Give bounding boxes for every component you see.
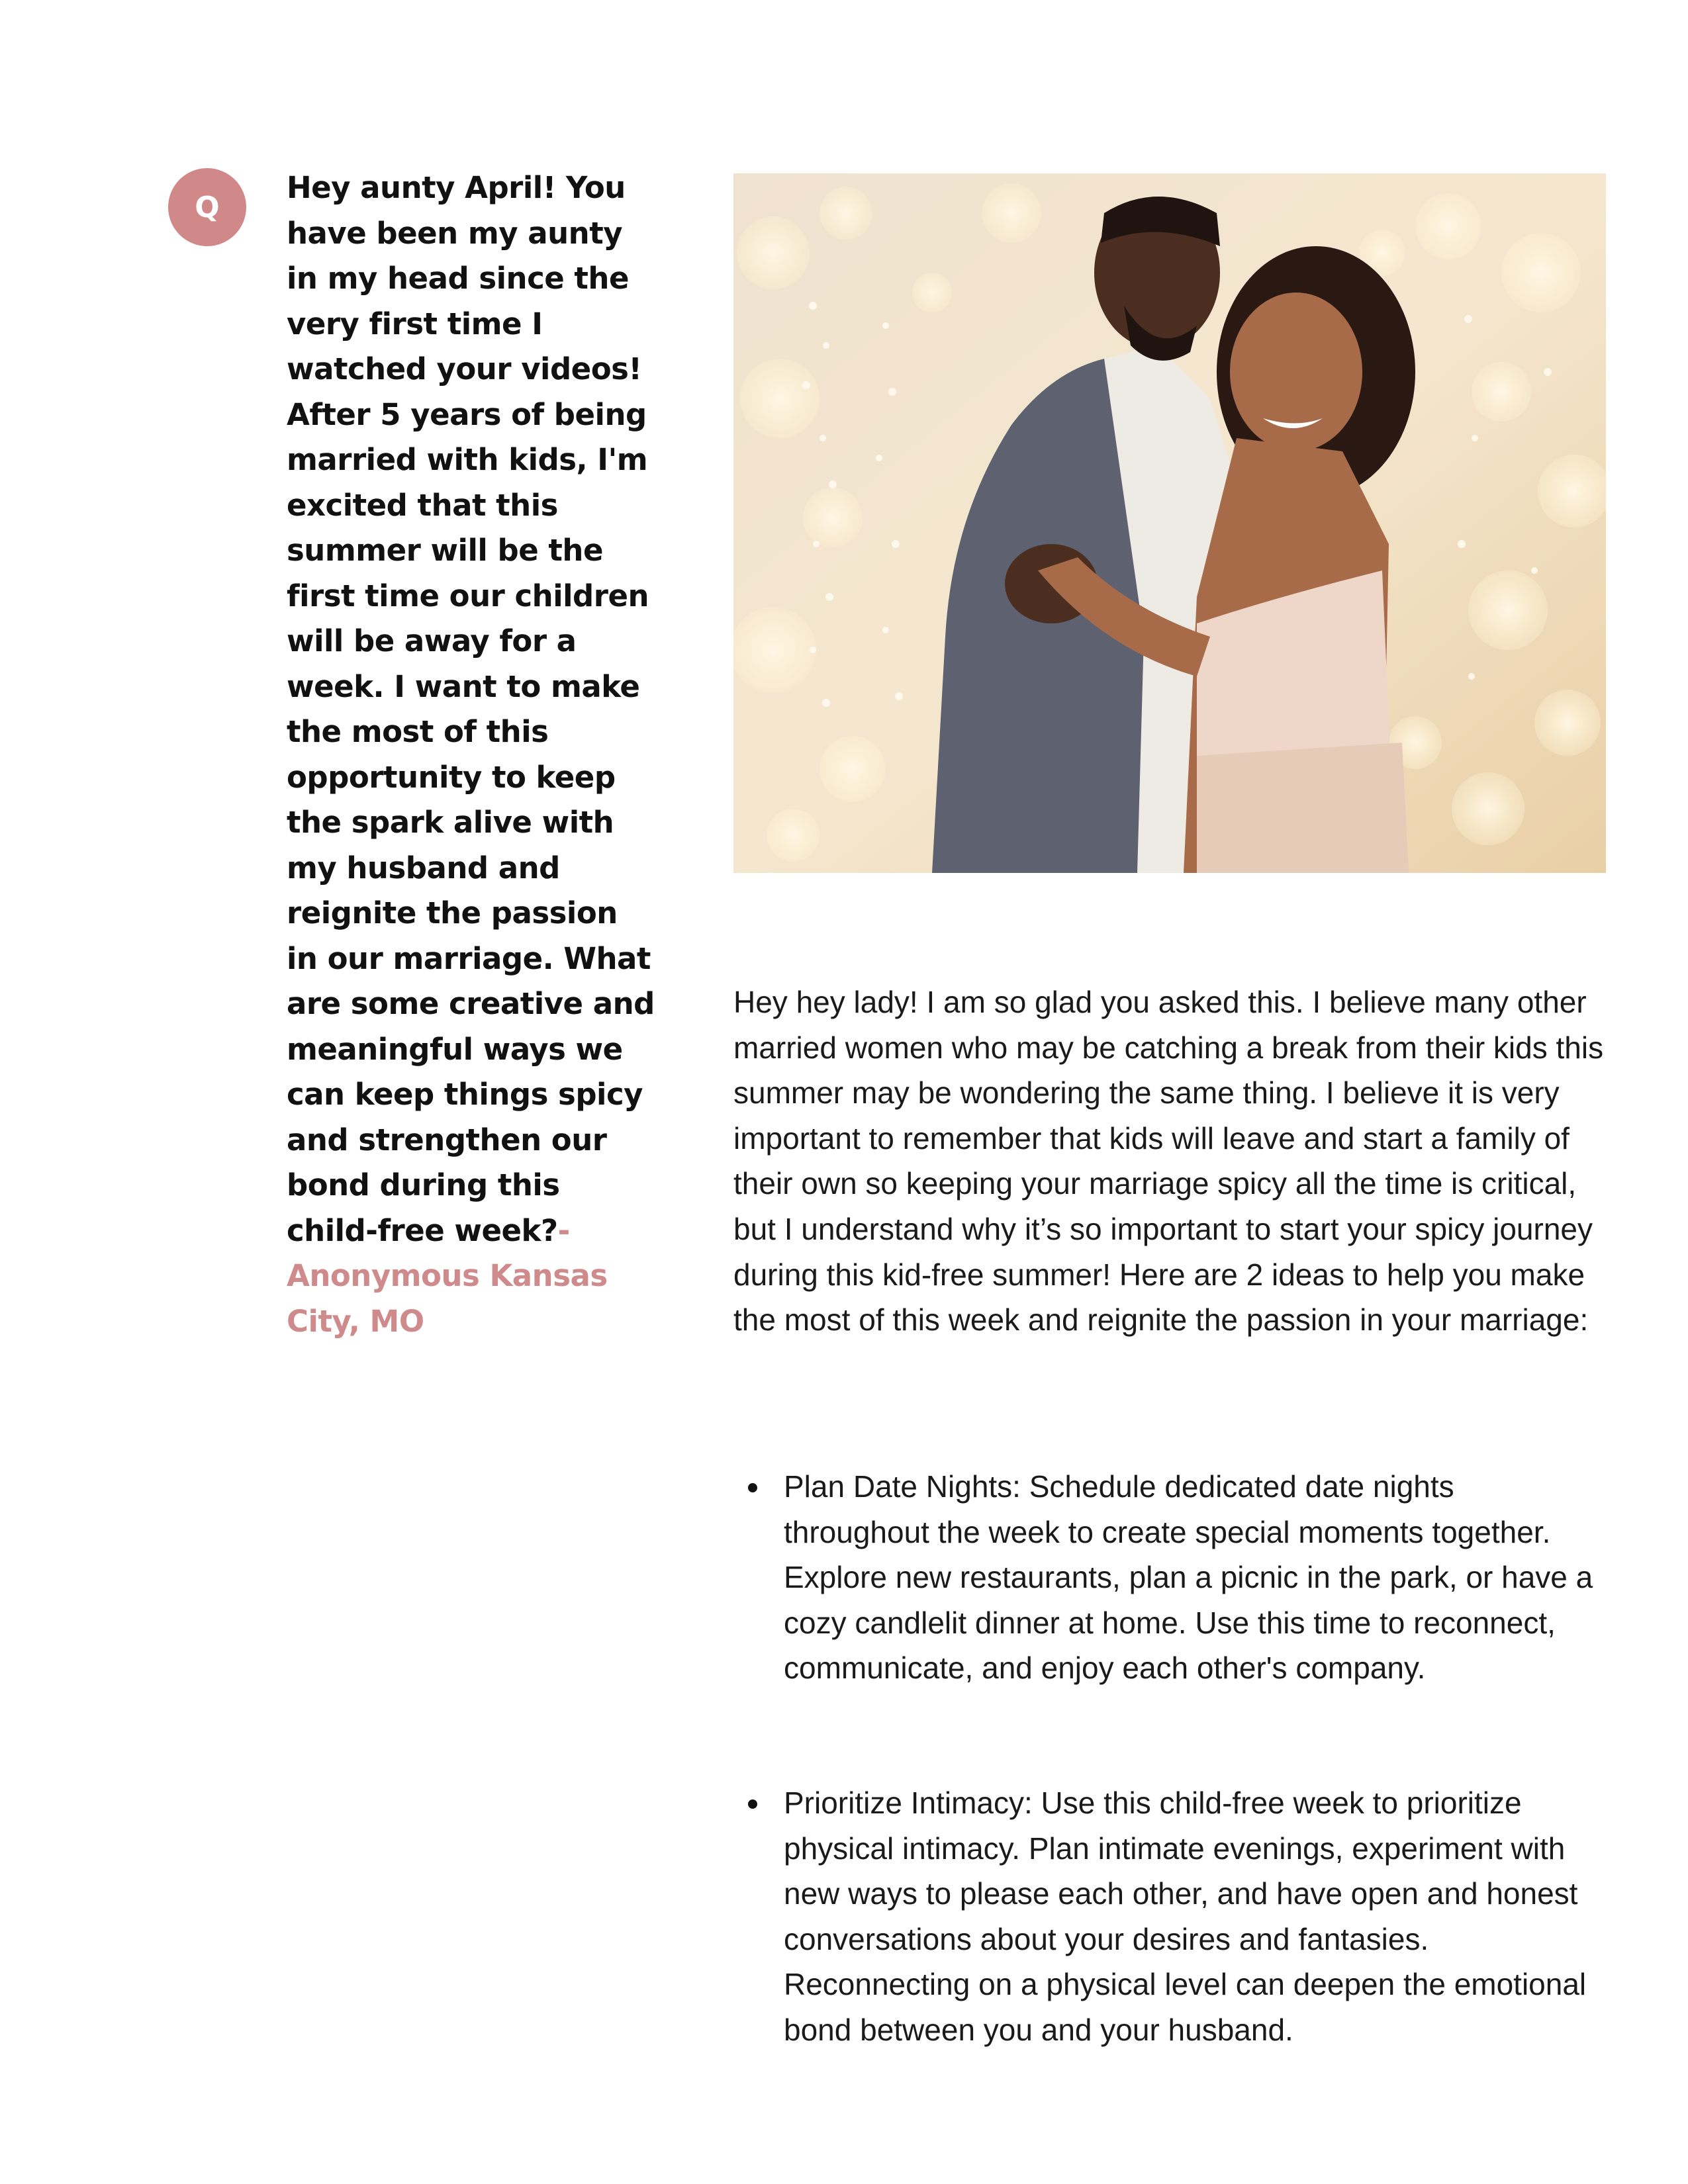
- question-block: [287, 165, 657, 1344]
- answer-intro: Hey hey lady! I am so glad you asked this. I believe many other married women who may be catching a break from their kids this summer may be wondering the same thing. I believe it is very important to remember that kids will leave and start a family of their own so keeping your marriage spicy all the time is critical, but I understand why it’s so important to start your spicy journey during this kid-free summer! Here are 2 ideas to help you make the most of this week and reignite the passion in your marriage:: [733, 985, 1604, 1338]
- photo-couple-dancing-icon: [733, 173, 1606, 873]
- couple-photo: [733, 173, 1606, 873]
- answer-bullet-list: [733, 1464, 1606, 1691]
- bullet-dot-icon: [748, 1483, 757, 1492]
- bullet-dot-icon: [748, 1799, 757, 1809]
- bullet-text: Prioritize Intimacy: Use this child-free week to prioritize physical intimacy. Plan intimate evenings, experiment with new ways to please each other, and have open and honest conversations about your desires and fantasies. Reconnecting on a physical level can deepen the emotional bond between you and your husband.: [784, 1786, 1587, 2047]
- bullet-date-nights: [733, 1464, 1606, 1691]
- question-text: Hey aunty April! You have been my aunty in my head since the very first time I watched your videos! After 5 years of being married with kids, I'm excited that this summer will be the first time our children will be away for a week. I want to make the most of this opportunity to keep the spark alive with my husband and reignite the passion in our marriage. What are some creative and meaningful ways we can keep things spicy and strengthen our bond during this child-free week?: [287, 170, 655, 1248]
- question-badge: [168, 168, 246, 246]
- question-badge-letter: Q: [195, 190, 220, 224]
- answer-bullet-list-2: [733, 1780, 1606, 2053]
- bullet-intimacy: [733, 1780, 1606, 2053]
- question-signature: - Anonymous Kansas City, MO: [287, 1212, 608, 1339]
- bullet-text: Plan Date Nights: Schedule dedicated date nights throughout the week to create special moments together. Explore new restaurants, plan a picnic in the park, or have a cozy candlelit dinner at home. Use this time to reconnect, communicate, and enjoy each other's company.: [784, 1469, 1593, 1686]
